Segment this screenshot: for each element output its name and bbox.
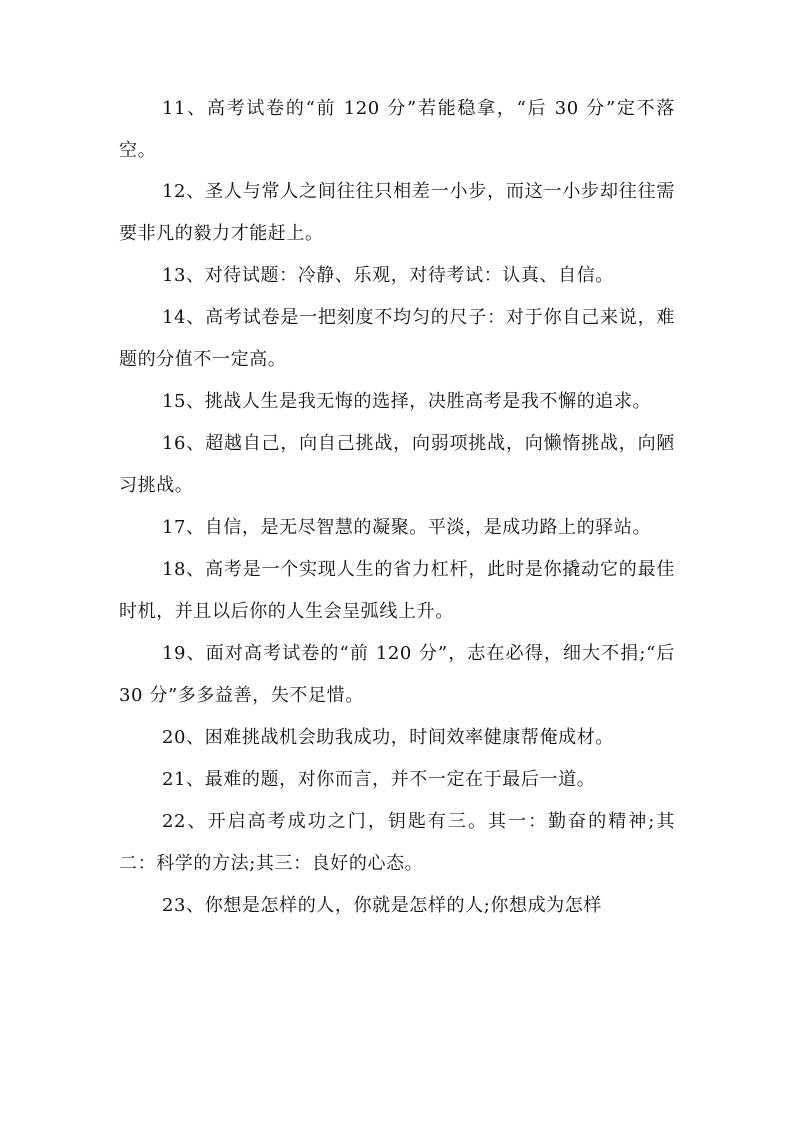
paragraph-14: 14、高考试卷是一把刻度不均匀的尺子：对于你自己来说，难题的分值不一定高。: [119, 307, 675, 370]
paragraph-19: 19、面对高考试卷的“前 120 分”，志在必得，细大不捐;“后 30 分”多多益善，失不足惜。: [119, 643, 675, 706]
paragraph-20: 20、困难挑战机会助我成功，时间效率健康帮俺成材。: [162, 727, 614, 748]
paragraph-15: 15、挑战人生是我无悔的选择，决胜高考是我不懈的追求。: [162, 391, 652, 412]
paragraph-21: 21、最难的题，对你而言，并不一定在于最后一道。: [162, 769, 596, 790]
paragraph-23: 23、你想是怎样的人，你就是怎样的人;你想成为怎样: [162, 895, 602, 916]
paragraph-17: 17、自信，是无尽智慧的凝聚。平淡，是成功路上的驿站。: [162, 517, 652, 538]
paragraph-16: 16、超越自己，向自己挑战，向弱项挑战，向懒惰挑战，向陋习挑战。: [119, 433, 675, 496]
paragraph-18: 18、高考是一个实现人生的省力杠杆，此时是你撬动它的最佳时机，并且以后你的人生会呈弧线上升。: [119, 559, 675, 622]
paragraph-11: 11、高考试卷的“前 120 分”若能稳拿，“后 30 分”定不落空。: [119, 98, 675, 161]
paragraph-13: 13、对待试题：冷静、乐观，对待考试：认真、自信。: [162, 265, 614, 286]
paragraph-12: 12、圣人与常人之间往往只相差一小步，而这一小步却往往需要非凡的毅力才能赶上。: [119, 181, 675, 244]
document-body: [119, 88, 675, 927]
paragraph-22: 22、开启高考成功之门，钥匙有三。其一：勤奋的精神;其二：科学的方法;其三：良好的心态。: [119, 811, 675, 874]
